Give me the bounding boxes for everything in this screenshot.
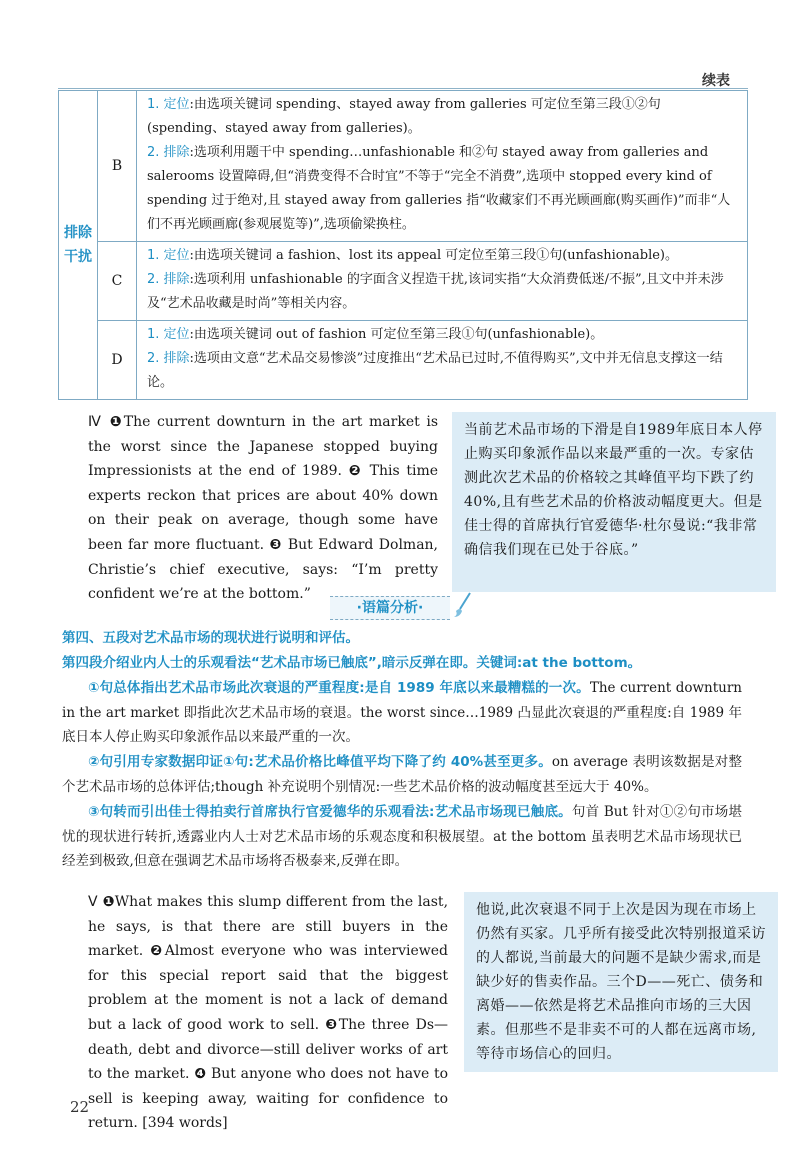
section5-english [88,890,448,1136]
top-divider [58,88,748,89]
sentence-marker: ❸ [325,1016,339,1033]
exclude-text: :选项利用题干中 spending…unfashionable 和②句 stayed away from galleries and salerooms 设置障碍,但“消费变得不合时宜”不等于“完全不消费”,选项中 stopped every kind of spending 过于绝对,且 stayed away from galleries 指“收藏家们不再光顾画廊(购买画作)”而非“人们不再光顾画廊(参观展览等)”,选项偷梁换柱。 [147,145,731,232]
group-label-line2: 干扰 [64,249,92,265]
section5-roman: Ⅴ [88,894,98,910]
options-analysis-table [58,90,748,400]
section5-s1: What makes this slump different from the last, he says, is that there are still buyers in the market. [88,894,449,960]
analysis-title-text: ·语篇分析· [356,600,424,616]
exclude-tag: 2. 排除 [147,351,190,366]
analysis-p2 [62,651,742,676]
exclude-text: :选项利用 unfashionable 的字面含义捏造干扰,该词实指“大众消费低迷/不振”,且文中并未涉及“艺术品收藏是时尚”等相关内容。 [147,272,724,311]
exclude-tag: 2. 排除 [147,272,190,287]
section5-s2: Almost everyone who was interviewed for this special report said that the biggest problem at the moment is not a lack of demand but a lack of good work to sell. [88,943,448,1033]
brush-icon [452,591,474,626]
continued-label: 续表 [702,73,730,89]
option-letter: D [98,321,137,400]
option-letter: C [98,242,137,321]
group-label-line1: 排除 [64,225,92,241]
analysis-p3-text: The current downturn in the art market 即指此次艺术品市场的衰退。the worst since…1989 凸显此次衰退的严重程度:自 1989 年底日本人停止购买印象派作品以来最严重的一次。 [62,680,742,746]
analysis-p5-highlight: ③句转而引出佳士得拍卖行首席执行官爱德华的乐观看法:艺术品市场现已触底。 [88,804,572,820]
section5-translation: 他说,此次衰退不同于上次是因为现在市场上仍然有买家。几乎所有接受此次特别报道采访的人都说,当前最大的问题不是缺少需求,而是缺少好的售卖作品。三个D——死亡、债务和离婚——依然是将艺术品推向市场的三大因素。但那些不是非卖不可的人都在远离市场,等待市场信心的回归。 [464,892,778,1072]
analysis-p2-text: 第四段介绍业内人士的乐观看法“艺术品市场已触底”,暗示反弹在即。关键词:at the bottom。 [62,655,642,671]
option-body [137,321,748,400]
group-label [59,91,98,400]
analysis-p3 [62,676,742,750]
locate-tag: 1. 定位 [147,327,190,342]
analysis-p1-text: 第四、五段对艺术品市场的现状进行说明和评估。 [62,630,359,646]
section5-s4: But anyone who does not have to sell is keeping away, waiting for confidence to return. [88,1066,448,1132]
analysis-p5 [62,800,742,874]
sentence-marker: ❸ [269,536,283,553]
section4-roman: Ⅳ [88,414,104,430]
exclude-text: :选项由文意“艺术品交易惨淡”过度推出“艺术品已过时,不值得购买”,文中并无信息支撑这一结论。 [147,351,723,390]
analysis-p4 [62,750,742,799]
word-count: [394 words] [142,1115,228,1132]
locate-tag: 1. 定位 [147,97,190,112]
locate-text: :由选项关键词 spending、stayed away from galleries 可定位至第三段①②句(spending、stayed away from galleries)。 [147,97,661,136]
table-row [59,321,748,400]
option-body [137,242,748,321]
section4-english [88,410,438,607]
locate-text: :由选项关键词 out of fashion 可定位至第三段①句(unfashionable)。 [189,327,604,342]
analysis-p5-text: 句首 But 针对①②句市场堪忧的现状进行转折,透露业内人士对艺术品市场的乐观态度和积极展望。at the bottom 虽表明艺术品市场现状已经差到极致,但意在强调艺术品市场将否极泰来,反弹在即。 [62,804,742,870]
analysis-p1 [62,626,742,651]
option-body [137,91,748,242]
sentence-marker: ❷ [150,943,165,960]
page-number: 22 [70,1098,90,1116]
section4-s3: But Edward Dolman, Christie’s chief executive, says: “I’m pretty confident we’re at the bottom.” [88,536,439,603]
sentence-marker: ❶ [109,414,124,430]
locate-tag: 1. 定位 [147,248,190,263]
locate-text: :由选项关键词 a fashion、lost its appeal 可定位至第三段①句(unfashionable)。 [189,248,679,263]
analysis-title [330,596,450,620]
table-row [59,242,748,321]
section4-s1: The current downturn in the art market is the worst since the Japanese stopped buying Impressionists at the end of 1989. [88,414,439,480]
section5-s3: The three Ds—death, debt and divorce—still deliver works of art to the market. [88,1016,449,1083]
exclude-tag: 2. 排除 [147,145,190,160]
sentence-marker: ❷ [348,463,363,480]
analysis-p4-highlight: ②句引用专家数据印证①句:艺术品价格比峰值平均下降了约 40%甚至更多。 [88,754,552,770]
section4-translation: 当前艺术品市场的下滑是自1989年底日本人停止购买印象派作品以来最严重的一次。专家估测此次艺术品的价格较之其峰值平均下跌了约40%,且有些艺术品的价格波动幅度更大。但是佳士得的首席执行官爱德华·杜尔曼说:“我非常确信我们现在已处于谷底。” [452,412,776,592]
table-row [59,91,748,242]
analysis-p4-text: on average 表明该数据是对整个艺术品市场的总体评估;though 补充说明个别情况:一些艺术品价格的波动幅度甚至远大于 40%。 [62,754,742,795]
section4-s2: This time experts reckon that prices are about 40% down on their peak on average, though some have been far more fluctuant. [88,463,439,553]
sentence-marker: ❶ [102,894,115,910]
option-letter: B [98,91,137,242]
analysis-p3-highlight: ①句总体指出艺术品市场此次衰退的严重程度:是自 1989 年底以来最糟糕的一次。 [88,680,590,696]
sentence-marker: ❹ [194,1066,207,1083]
